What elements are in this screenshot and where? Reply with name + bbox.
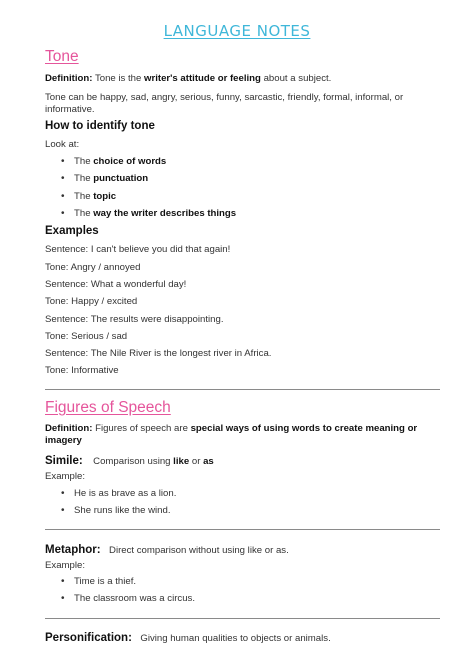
metaphor-definition: Direct comparison without using like or as. — [109, 545, 289, 556]
identify-bullet-topic — [74, 191, 116, 203]
metaphor-entry — [45, 540, 289, 558]
bullet-bold: choice of words — [93, 156, 167, 167]
figures-definition-bold-2: imagery — [45, 435, 82, 446]
simile-example: • She runs like the wind. — [74, 505, 171, 517]
figures-definition-line-1 — [45, 423, 417, 435]
bullet-bold: punctuation — [93, 173, 149, 184]
bullet-pre: The — [74, 208, 91, 219]
figures-definition-bold: special ways of using words to create meaning or — [190, 423, 418, 434]
tone-definition — [45, 73, 331, 85]
example-line: Sentence: What a wonderful day! — [45, 279, 187, 290]
section-divider — [45, 618, 440, 619]
bullet-pre: The — [74, 191, 91, 202]
personification-entry — [45, 628, 331, 646]
tone-heading: Tone — [45, 48, 79, 65]
bullet-pre: The — [74, 173, 91, 184]
simile-or: or — [191, 456, 201, 467]
simile-example-label: Example: — [45, 471, 85, 482]
metaphor-example: • Time is a thief. — [74, 576, 136, 588]
identify-bullet-punctuation — [74, 173, 148, 185]
identify-bullet-choice-of-words — [74, 156, 166, 168]
tone-definition-label: Definition: — [45, 73, 93, 84]
example-line: Sentence: I can't believe you did that again! — [45, 244, 231, 255]
look-at-label: Look at: — [45, 139, 80, 150]
simile-label: Simile: — [45, 455, 83, 467]
example-line: Tone: Happy / excited — [45, 296, 138, 307]
figures-heading: Figures of Speech — [45, 399, 171, 416]
metaphor-example-label: Example: — [45, 560, 85, 571]
personification-definition: Giving human qualities to objects or animals. — [140, 633, 331, 644]
simile-definition — [93, 456, 214, 467]
document-title: LANGUAGE NOTES — [163, 22, 311, 40]
simile-example: • He is as brave as a lion. — [74, 488, 176, 500]
simile-as: as — [203, 456, 214, 467]
examples-heading: Examples — [45, 225, 99, 237]
identify-tone-heading: How to identify tone — [45, 120, 155, 132]
figures-definition-label: Definition: — [45, 423, 93, 434]
metaphor-label: Metaphor: — [45, 544, 101, 556]
example-line: Tone: Informative — [45, 365, 119, 376]
simile-entry — [45, 451, 214, 469]
metaphor-example: • The classroom was a circus. — [74, 593, 195, 605]
example-line: Sentence: The Nile River is the longest river in Africa. — [45, 348, 272, 359]
tone-definition-bold: writer's attitude or feeling — [144, 73, 261, 84]
figures-definition-pre: Figures of speech are — [95, 423, 188, 434]
simile-text: Comparison using — [93, 456, 171, 467]
example-line: Tone: Serious / sad — [45, 331, 128, 342]
section-divider — [45, 529, 440, 530]
identify-bullet-descriptions — [74, 208, 236, 220]
tone-definition-post: about a subject. — [263, 73, 332, 84]
bullet-pre: The — [74, 156, 91, 167]
example-line: Tone: Angry / annoyed — [45, 262, 141, 273]
tone-definition-pre: Tone is the — [94, 73, 142, 84]
tone-description-line-1: Tone can be happy, sad, angry, serious, funny, sarcastic, friendly, formal, informal, or — [45, 92, 404, 103]
bullet-bold: topic — [93, 191, 117, 202]
simile-like: like — [173, 456, 190, 467]
tone-description-line-2: informative. — [45, 104, 95, 115]
example-line: Sentence: The results were disappointing. — [45, 314, 224, 325]
figures-definition-line-2 — [45, 435, 82, 447]
section-divider — [45, 389, 440, 390]
personification-label: Personification: — [45, 632, 132, 644]
bullet-bold: way the writer describes things — [93, 208, 237, 219]
